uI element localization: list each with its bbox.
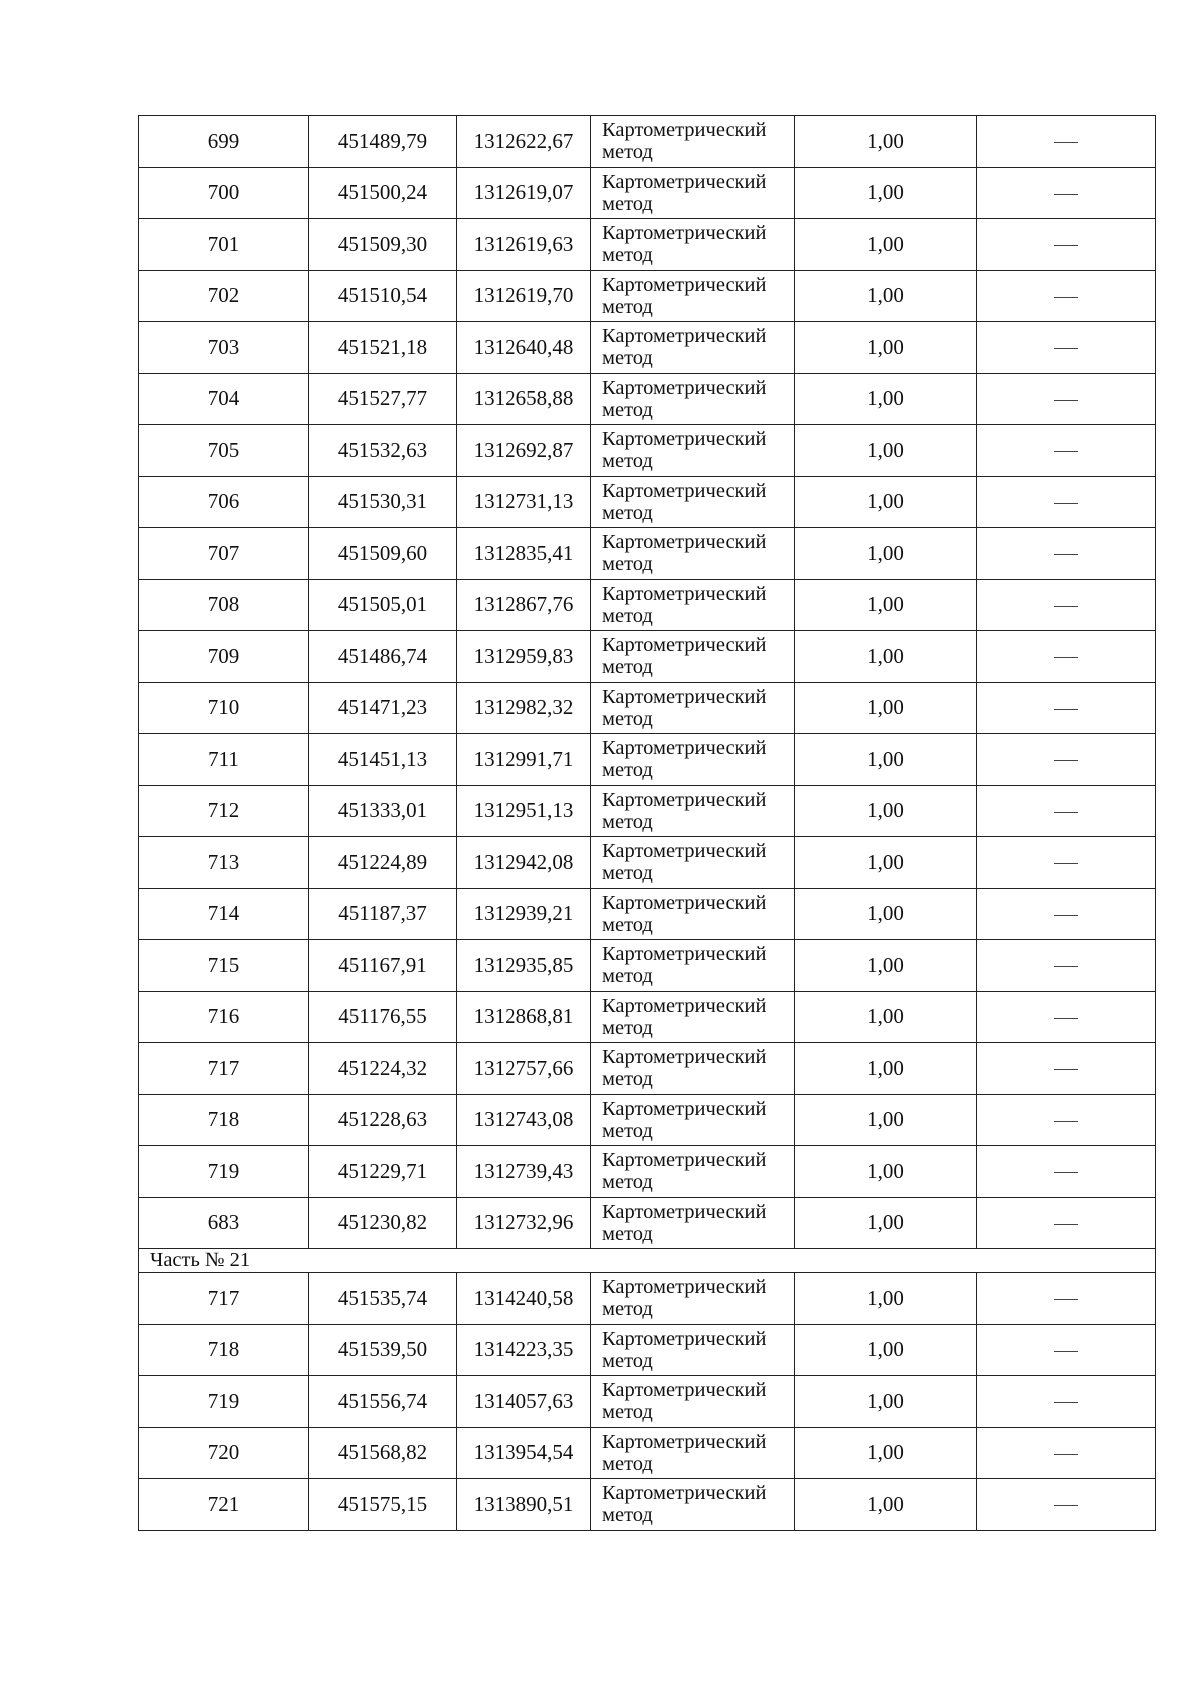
precision-cell: 1,00 (795, 1273, 977, 1325)
note-cell (977, 270, 1156, 322)
precision-cell: 1,00 (795, 219, 977, 271)
method-cell: Картометрический метод (591, 682, 795, 734)
x-coordinate-cell: 451167,91 (309, 940, 457, 992)
note-cell (977, 1376, 1156, 1428)
note-cell (977, 219, 1156, 271)
y-coordinate-cell: 1312743,08 (457, 1094, 591, 1146)
method-cell: Картометрический метод (591, 734, 795, 786)
y-coordinate-cell: 1313954,54 (457, 1427, 591, 1479)
y-coordinate-cell: 1312640,48 (457, 322, 591, 374)
y-coordinate-cell: 1312935,85 (457, 940, 591, 992)
y-coordinate-cell: 1312619,63 (457, 219, 591, 271)
precision-cell: 1,00 (795, 1479, 977, 1531)
dash-mark (1054, 1351, 1078, 1352)
precision-cell: 1,00 (795, 1427, 977, 1479)
table-row (139, 785, 1156, 837)
precision-cell: 1,00 (795, 1094, 977, 1146)
point-number-cell: 721 (139, 1479, 309, 1531)
point-number-cell: 713 (139, 837, 309, 889)
table-row (139, 1324, 1156, 1376)
y-coordinate-cell: 1312939,21 (457, 888, 591, 940)
x-coordinate-cell: 451556,74 (309, 1376, 457, 1428)
precision-cell: 1,00 (795, 476, 977, 528)
table-row (139, 528, 1156, 580)
point-number-cell: 699 (139, 116, 309, 168)
precision-cell: 1,00 (795, 631, 977, 683)
x-coordinate-cell: 451224,89 (309, 837, 457, 889)
table-row (139, 940, 1156, 992)
dash-mark (1054, 812, 1078, 813)
method-cell: Картометрический метод (591, 528, 795, 580)
method-cell: Картометрический метод (591, 476, 795, 528)
point-number-cell: 719 (139, 1146, 309, 1198)
precision-cell: 1,00 (795, 1197, 977, 1249)
x-coordinate-cell: 451489,79 (309, 116, 457, 168)
point-number-cell: 715 (139, 940, 309, 992)
dash-mark (1054, 348, 1078, 349)
method-cell: Картометрический метод (591, 940, 795, 992)
y-coordinate-cell: 1312868,81 (457, 991, 591, 1043)
y-coordinate-cell: 1312951,13 (457, 785, 591, 837)
precision-cell: 1,00 (795, 1146, 977, 1198)
y-coordinate-cell: 1312959,83 (457, 631, 591, 683)
point-number-cell: 717 (139, 1043, 309, 1095)
table-row (139, 1479, 1156, 1531)
table-body-top (139, 116, 1156, 1249)
table-row (139, 476, 1156, 528)
dash-mark (1054, 1069, 1078, 1070)
point-number-cell: 714 (139, 888, 309, 940)
precision-cell: 1,00 (795, 888, 977, 940)
precision-cell: 1,00 (795, 373, 977, 425)
method-cell: Картометрический метод (591, 270, 795, 322)
table-row (139, 1197, 1156, 1249)
note-cell (977, 1043, 1156, 1095)
method-cell: Картометрический метод (591, 425, 795, 477)
method-cell: Картометрический метод (591, 116, 795, 168)
y-coordinate-cell: 1312835,41 (457, 528, 591, 580)
coordinates-table (138, 115, 1156, 1531)
dash-mark (1054, 245, 1078, 246)
method-cell: Картометрический метод (591, 1146, 795, 1198)
dash-mark (1054, 966, 1078, 967)
point-number-cell: 701 (139, 219, 309, 271)
note-cell (977, 991, 1156, 1043)
x-coordinate-cell: 451535,74 (309, 1273, 457, 1325)
table-row (139, 837, 1156, 889)
point-number-cell: 706 (139, 476, 309, 528)
table-row (139, 219, 1156, 271)
x-coordinate-cell: 451532,63 (309, 425, 457, 477)
dash-mark (1054, 142, 1078, 143)
dash-mark (1054, 709, 1078, 710)
point-number-cell: 718 (139, 1094, 309, 1146)
point-number-cell: 700 (139, 167, 309, 219)
x-coordinate-cell: 451521,18 (309, 322, 457, 374)
note-cell (977, 528, 1156, 580)
section-row (139, 1249, 1156, 1273)
method-cell: Картометрический метод (591, 1094, 795, 1146)
dash-mark (1054, 863, 1078, 864)
method-cell: Картометрический метод (591, 991, 795, 1043)
x-coordinate-cell: 451224,32 (309, 1043, 457, 1095)
point-number-cell: 718 (139, 1324, 309, 1376)
table-row (139, 1094, 1156, 1146)
table-section (139, 1249, 1156, 1273)
y-coordinate-cell: 1312991,71 (457, 734, 591, 786)
section-label: Часть № 21 (139, 1249, 1156, 1273)
table-row (139, 682, 1156, 734)
x-coordinate-cell: 451486,74 (309, 631, 457, 683)
note-cell (977, 682, 1156, 734)
dash-mark (1054, 194, 1078, 195)
dash-mark (1054, 503, 1078, 504)
method-cell: Картометрический метод (591, 167, 795, 219)
y-coordinate-cell: 1312732,96 (457, 1197, 591, 1249)
dash-mark (1054, 657, 1078, 658)
method-cell: Картометрический метод (591, 1273, 795, 1325)
point-number-cell: 708 (139, 579, 309, 631)
point-number-cell: 705 (139, 425, 309, 477)
table-row (139, 167, 1156, 219)
note-cell (977, 1324, 1156, 1376)
table-row (139, 425, 1156, 477)
x-coordinate-cell: 451229,71 (309, 1146, 457, 1198)
note-cell (977, 1273, 1156, 1325)
y-coordinate-cell: 1312867,76 (457, 579, 591, 631)
note-cell (977, 579, 1156, 631)
table-row (139, 373, 1156, 425)
dash-mark (1054, 1018, 1078, 1019)
precision-cell: 1,00 (795, 425, 977, 477)
note-cell (977, 476, 1156, 528)
x-coordinate-cell: 451509,60 (309, 528, 457, 580)
dash-mark (1054, 554, 1078, 555)
point-number-cell: 717 (139, 1273, 309, 1325)
table-row (139, 1146, 1156, 1198)
table-row (139, 734, 1156, 786)
y-coordinate-cell: 1314223,35 (457, 1324, 591, 1376)
y-coordinate-cell: 1312942,08 (457, 837, 591, 889)
precision-cell: 1,00 (795, 322, 977, 374)
x-coordinate-cell: 451500,24 (309, 167, 457, 219)
method-cell: Картометрический метод (591, 1197, 795, 1249)
precision-cell: 1,00 (795, 167, 977, 219)
table-body-bottom (139, 1273, 1156, 1531)
precision-cell: 1,00 (795, 528, 977, 580)
y-coordinate-cell: 1314240,58 (457, 1273, 591, 1325)
dash-mark (1054, 400, 1078, 401)
method-cell: Картометрический метод (591, 322, 795, 374)
method-cell: Картометрический метод (591, 1427, 795, 1479)
method-cell: Картометрический метод (591, 1043, 795, 1095)
x-coordinate-cell: 451471,23 (309, 682, 457, 734)
x-coordinate-cell: 451530,31 (309, 476, 457, 528)
note-cell (977, 1197, 1156, 1249)
point-number-cell: 719 (139, 1376, 309, 1428)
y-coordinate-cell: 1312739,43 (457, 1146, 591, 1198)
x-coordinate-cell: 451187,37 (309, 888, 457, 940)
precision-cell: 1,00 (795, 579, 977, 631)
dash-mark (1054, 760, 1078, 761)
table-row (139, 1376, 1156, 1428)
x-coordinate-cell: 451505,01 (309, 579, 457, 631)
precision-cell: 1,00 (795, 837, 977, 889)
y-coordinate-cell: 1314057,63 (457, 1376, 591, 1428)
precision-cell: 1,00 (795, 785, 977, 837)
note-cell (977, 373, 1156, 425)
method-cell: Картометрический метод (591, 1479, 795, 1531)
method-cell: Картометрический метод (591, 785, 795, 837)
method-cell: Картометрический метод (591, 219, 795, 271)
precision-cell: 1,00 (795, 991, 977, 1043)
method-cell: Картометрический метод (591, 373, 795, 425)
dash-mark (1054, 1224, 1078, 1225)
method-cell: Картометрический метод (591, 837, 795, 889)
dash-mark (1054, 1454, 1078, 1455)
table-row (139, 116, 1156, 168)
point-number-cell: 716 (139, 991, 309, 1043)
precision-cell: 1,00 (795, 682, 977, 734)
y-coordinate-cell: 1312982,32 (457, 682, 591, 734)
table-row (139, 631, 1156, 683)
note-cell (977, 940, 1156, 992)
dash-mark (1054, 297, 1078, 298)
method-cell: Картометрический метод (591, 888, 795, 940)
point-number-cell: 702 (139, 270, 309, 322)
table-row (139, 270, 1156, 322)
point-number-cell: 709 (139, 631, 309, 683)
y-coordinate-cell: 1312658,88 (457, 373, 591, 425)
point-number-cell: 712 (139, 785, 309, 837)
note-cell (977, 116, 1156, 168)
point-number-cell: 707 (139, 528, 309, 580)
note-cell (977, 1427, 1156, 1479)
y-coordinate-cell: 1312692,87 (457, 425, 591, 477)
dash-mark (1054, 915, 1078, 916)
method-cell: Картометрический метод (591, 631, 795, 683)
point-number-cell: 703 (139, 322, 309, 374)
precision-cell: 1,00 (795, 1043, 977, 1095)
note-cell (977, 837, 1156, 889)
table-row (139, 1043, 1156, 1095)
note-cell (977, 1094, 1156, 1146)
dash-mark (1054, 606, 1078, 607)
y-coordinate-cell: 1312619,70 (457, 270, 591, 322)
x-coordinate-cell: 451539,50 (309, 1324, 457, 1376)
table-row (139, 1273, 1156, 1325)
table-row (139, 888, 1156, 940)
table-row (139, 322, 1156, 374)
table-row (139, 579, 1156, 631)
x-coordinate-cell: 451568,82 (309, 1427, 457, 1479)
precision-cell: 1,00 (795, 116, 977, 168)
dash-mark (1054, 1299, 1078, 1300)
dash-mark (1054, 451, 1078, 452)
dash-mark (1054, 1172, 1078, 1173)
point-number-cell: 683 (139, 1197, 309, 1249)
precision-cell: 1,00 (795, 1324, 977, 1376)
x-coordinate-cell: 451509,30 (309, 219, 457, 271)
x-coordinate-cell: 451527,77 (309, 373, 457, 425)
x-coordinate-cell: 451228,63 (309, 1094, 457, 1146)
note-cell (977, 1479, 1156, 1531)
method-cell: Картометрический метод (591, 579, 795, 631)
note-cell (977, 631, 1156, 683)
point-number-cell: 710 (139, 682, 309, 734)
y-coordinate-cell: 1312622,67 (457, 116, 591, 168)
x-coordinate-cell: 451333,01 (309, 785, 457, 837)
point-number-cell: 720 (139, 1427, 309, 1479)
y-coordinate-cell: 1312619,07 (457, 167, 591, 219)
x-coordinate-cell: 451176,55 (309, 991, 457, 1043)
method-cell: Картометрический метод (591, 1324, 795, 1376)
x-coordinate-cell: 451575,15 (309, 1479, 457, 1531)
note-cell (977, 425, 1156, 477)
note-cell (977, 322, 1156, 374)
x-coordinate-cell: 451451,13 (309, 734, 457, 786)
precision-cell: 1,00 (795, 734, 977, 786)
precision-cell: 1,00 (795, 940, 977, 992)
y-coordinate-cell: 1312731,13 (457, 476, 591, 528)
table-row (139, 1427, 1156, 1479)
point-number-cell: 711 (139, 734, 309, 786)
precision-cell: 1,00 (795, 270, 977, 322)
note-cell (977, 1146, 1156, 1198)
method-cell: Картометрический метод (591, 1376, 795, 1428)
point-number-cell: 704 (139, 373, 309, 425)
y-coordinate-cell: 1313890,51 (457, 1479, 591, 1531)
note-cell (977, 785, 1156, 837)
dash-mark (1054, 1402, 1078, 1403)
x-coordinate-cell: 451230,82 (309, 1197, 457, 1249)
note-cell (977, 888, 1156, 940)
note-cell (977, 167, 1156, 219)
dash-mark (1054, 1505, 1078, 1506)
y-coordinate-cell: 1312757,66 (457, 1043, 591, 1095)
note-cell (977, 734, 1156, 786)
x-coordinate-cell: 451510,54 (309, 270, 457, 322)
table-row (139, 991, 1156, 1043)
dash-mark (1054, 1121, 1078, 1122)
precision-cell: 1,00 (795, 1376, 977, 1428)
